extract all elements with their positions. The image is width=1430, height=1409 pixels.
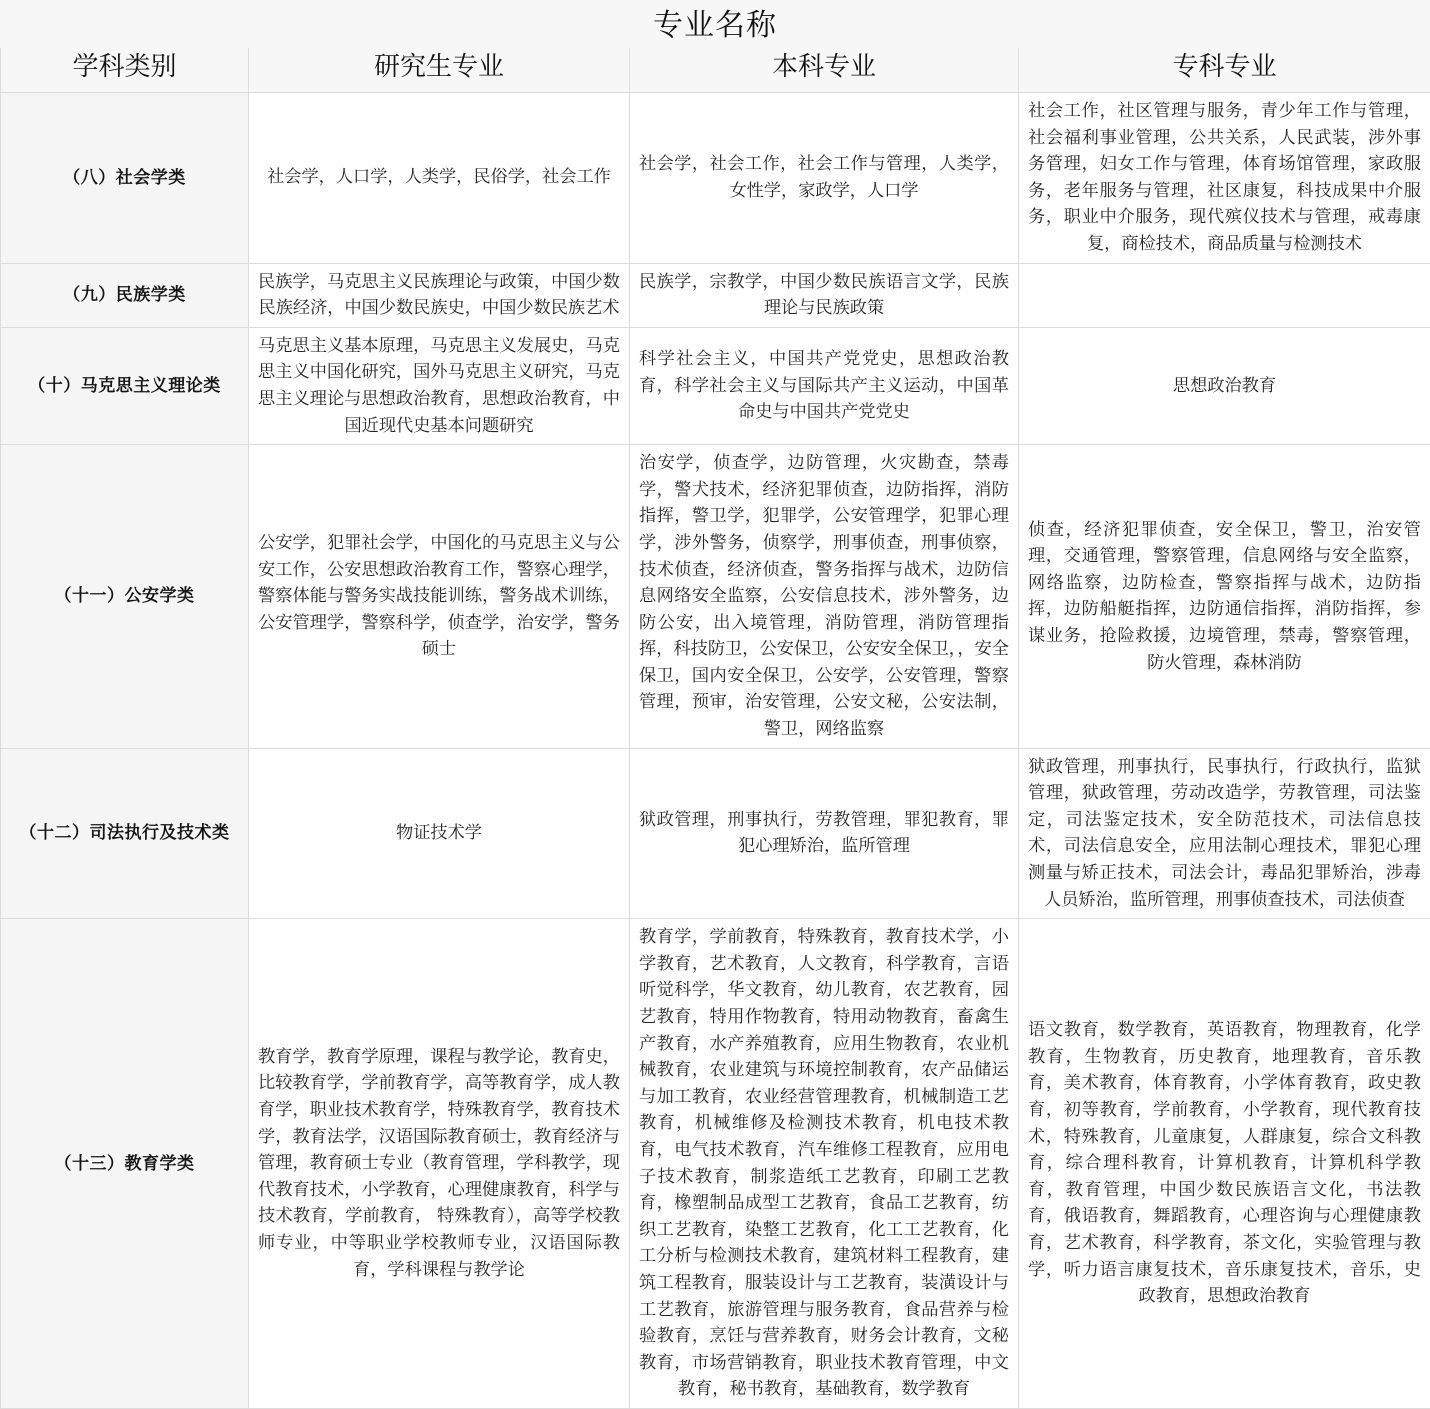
table-row <box>1 327 1430 444</box>
undergraduate-majors-cell: 民族学，宗教学，中国少数民族语言文学，民族理论与民族政策 <box>630 263 1019 327</box>
page-title: 专业名称 <box>0 0 1430 48</box>
undergraduate-majors-cell: 治安学，侦查学，边防管理，火灾勘查，禁毒学，警犬技术，经济犯罪侦查，边防指挥，消防指挥，警卫学，犯罪学，公安管理学，犯罪心理学，涉外警务，侦察学，刑事侦查，刑事侦察，技术侦查，经济侦查，警务指挥与战术，边防信息网络安全监察，公安信息技术，涉外警务，边防公安，出入境管理，消防管理，消防管理指挥，科技防卫，公安保卫，公安安全保卫，，安全保卫，国内安全保卫，公安学，公安管理，警察管理，预审，治安管理，公安文秘，公安法制，警卫，网络监察 <box>630 445 1019 749</box>
junior-college-majors-cell: 语文教育，数学教育，英语教育，物理教育，化学教育，生物教育，历史教育，地理教育，音乐教育，美术教育，体育教育，小学体育教育，政史教育，初等教育，学前教育，小学教育，现代教育技术，特殊教育，儿童康复，人群康复，综合文科教育，综合理科教育，计算机教育，计算机科学教育，教育管理，中国少数民族语言文化，书法教育，俄语教育，舞蹈教育，心理咨询与心理健康教育，艺术教育，科学教育，茶文化，实验管理与教学，听力语言康复技术，音乐康复技术，音乐，史政教育，思想政治教育 <box>1019 919 1430 1409</box>
table-row <box>1 748 1430 919</box>
table-header-row <box>1 48 1430 93</box>
column-header-category: 学科类别 <box>1 48 249 93</box>
undergraduate-majors-cell: 狱政管理，刑事执行，劳教管理，罪犯教育，罪犯心理矫治，监所管理 <box>630 748 1019 919</box>
graduate-majors-cell: 马克思主义基本原理，马克思主义发展史，马克思主义中国化研究，国外马克思主义研究，马克思主义理论与思想政治教育，思想政治教育，中国近现代史基本问题研究 <box>249 327 630 444</box>
category-cell: （十）马克思主义理论类 <box>1 327 249 444</box>
graduate-majors-cell: 教育学，教育学原理，课程与教学论，教育史，比较教育学，学前教育学，高等教育学，成人教育学，职业技术教育学，特殊教育学，教育技术学，教育法学，汉语国际教育硕士，教育经济与管理，教育硕士专业（教育管理，学科教学，现代教育技术，小学教育，心理健康教育，科学与技术教育，学前教育， 特殊教育），高等学校教师专业，中等职业学校教师专业，汉语国际教育，学科课程与教学论 <box>249 919 630 1409</box>
table-header <box>1 48 1430 93</box>
category-cell: （十三）教育学类 <box>1 919 249 1409</box>
table-row <box>1 263 1430 327</box>
junior-college-majors-cell: 狱政管理，刑事执行，民事执行，行政执行，监狱管理，狱政管理，劳动改造学，劳教管理，司法鉴定，司法鉴定技术，安全防范技术，司法信息技术，司法信息安全，应用法制心理技术，罪犯心理测量与矫正技术，司法会计，毒品犯罪矫治，涉毒人员矫治，监所管理，刑事侦查技术，司法侦查 <box>1019 748 1430 919</box>
junior-college-majors-cell: 思想政治教育 <box>1019 327 1430 444</box>
majors-table <box>0 48 1430 1409</box>
junior-college-majors-cell <box>1019 263 1430 327</box>
category-cell: （八）社会学类 <box>1 93 249 264</box>
graduate-majors-cell: 民族学，马克思主义民族理论与政策，中国少数民族经济，中国少数民族史，中国少数民族艺术 <box>249 263 630 327</box>
category-cell: （十一）公安学类 <box>1 445 249 749</box>
table-row <box>1 93 1430 264</box>
graduate-majors-cell: 物证技术学 <box>249 748 630 919</box>
table-body <box>1 93 1430 1409</box>
undergraduate-majors-cell: 社会学，社会工作，社会工作与管理，人类学，女性学，家政学，人口学 <box>630 93 1019 264</box>
table-row <box>1 919 1430 1409</box>
column-header-undergraduate: 本科专业 <box>630 48 1019 93</box>
column-header-junior-college: 专科专业 <box>1019 48 1430 93</box>
undergraduate-majors-cell: 科学社会主义，中国共产党党史，思想政治教育，科学社会主义与国际共产主义运动，中国革命史与中国共产党党史 <box>630 327 1019 444</box>
undergraduate-majors-cell: 教育学，学前教育，特殊教育，教育技术学，小学教育，艺术教育，人文教育，科学教育，言语听觉科学，华文教育，幼儿教育，农艺教育，园艺教育，特用作物教育，特用动物教育，畜禽生产教育，水产养殖教育，应用生物教育，农业机械教育，农业建筑与环境控制教育，农产品储运与加工教育，农业经营管理教育，机械制造工艺教育，机械维修及检测技术教育，机电技术教育，电气技术教育，汽车维修工程教育，应用电子技术教育，制浆造纸工艺教育，印刷工艺教育，橡塑制品成型工艺教育，食品工艺教育，纺织工艺教育，染整工艺教育，化工工艺教育，化工分析与检测技术教育，建筑材料工程教育，建筑工程教育，服装设计与工艺教育，装潢设计与工艺教育，旅游管理与服务教育，食品营养与检验教育，烹饪与营养教育，财务会计教育，文秘教育，市场营销教育，职业技术教育管理，中文教育，秘书教育，基础教育，数学教育 <box>630 919 1019 1409</box>
graduate-majors-cell: 社会学，人口学，人类学，民俗学，社会工作 <box>249 93 630 264</box>
category-cell: （九）民族学类 <box>1 263 249 327</box>
table-row <box>1 445 1430 749</box>
graduate-majors-cell: 公安学，犯罪社会学，中国化的马克思主义与公安工作，公安思想政治教育工作，警察心理学，警察体能与警务实战技能训练，警务战术训练，公安管理学，警察科学，侦查学，治安学，警务硕士 <box>249 445 630 749</box>
junior-college-majors-cell: 社会工作，社区管理与服务，青少年工作与管理，社会福利事业管理，公共关系，人民武装，涉外事务管理，妇女工作与管理，体育场馆管理，家政服务，老年服务与管理，社区康复，科技成果中介服务，职业中介服务，现代殡仪技术与管理，戒毒康复，商检技术，商品质量与检测技术 <box>1019 93 1430 264</box>
column-header-graduate: 研究生专业 <box>249 48 630 93</box>
junior-college-majors-cell: 侦查，经济犯罪侦查，安全保卫，警卫，治安管理，交通管理，警察管理，信息网络与安全监察，网络监察，边防检查，警察指挥与战术，边防指挥，边防船艇指挥，边防通信指挥，消防指挥，参谋业务，抢险救援，边境管理，禁毒，警察管理，防火管理，森林消防 <box>1019 445 1430 749</box>
category-cell: （十二）司法执行及技术类 <box>1 748 249 919</box>
